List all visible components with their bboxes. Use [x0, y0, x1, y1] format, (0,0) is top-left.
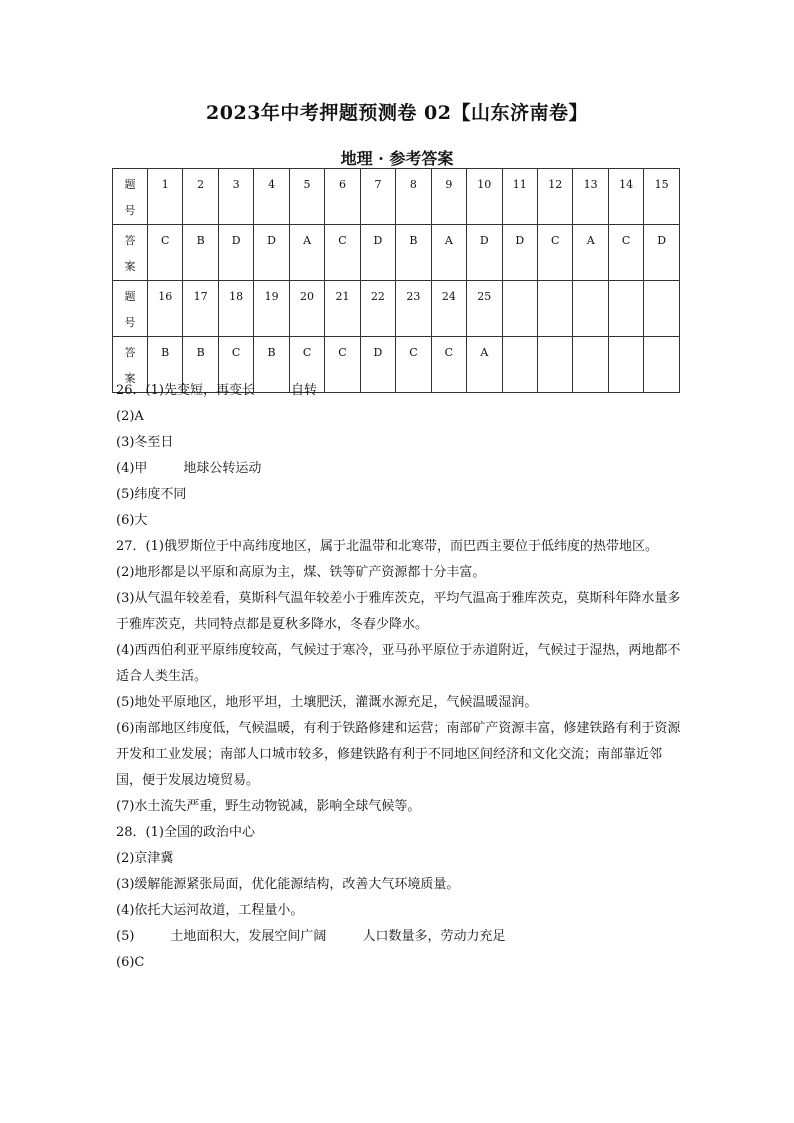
table-row [113, 225, 680, 281]
table-cell: 3 [218, 169, 253, 225]
table-cell: 24 [431, 281, 466, 337]
table-cell: C [289, 337, 324, 393]
table-cell: B [254, 337, 289, 393]
answer-line [116, 508, 686, 534]
row-label-char: 号 [124, 204, 136, 217]
answer-text: (6)南部地区纬度低，气候温暖，有利于铁路修建和运营；南部矿产资源丰富，修建铁路有利于资源开发和工业发展；南部人口城市较多，修建铁路有利于不同地区间经济和文化交流；南部靠近邻国，便于发展边境贸易。 [116, 721, 681, 788]
table-row [113, 169, 680, 225]
answer-text: (4)依托大运河故道，工程量小。 [116, 903, 304, 918]
table-cell: 6 [325, 169, 360, 225]
table-cell: 4 [254, 169, 289, 225]
table-cell: A [573, 225, 608, 281]
table-cell: 12 [537, 169, 572, 225]
table-cell: D [502, 225, 537, 281]
table-cell: 11 [502, 169, 537, 225]
table-cell [573, 281, 608, 337]
table-cell: C [148, 225, 183, 281]
answer-line [116, 794, 686, 820]
answer-text: 27．(1)俄罗斯位于中高纬度地区，属于北温带和北寒带，而巴西主要位于低纬度的热带地区。 [116, 539, 658, 554]
table-cell: 8 [396, 169, 431, 225]
answer-text: (2)A [116, 409, 144, 424]
table-cell: C [396, 337, 431, 393]
answer-text: (3)缓解能源紧张局面，优化能源结构，改善大气环境质量。 [116, 877, 460, 892]
answer-line [116, 820, 686, 846]
table-cell: 18 [218, 281, 253, 337]
table-cell: 16 [148, 281, 183, 337]
answer-text: 28．(1)全国的政治中心 [116, 825, 255, 840]
table-cell: 22 [360, 281, 395, 337]
table-cell: C [431, 337, 466, 393]
answer-text: (7)水土流失严重，野生动物锐减，影响全球气候等。 [116, 799, 421, 814]
table-cell: A [431, 225, 466, 281]
table-cell: B [183, 225, 218, 281]
answer-text: (5)地处平原地区，地形平坦，土壤肥沃，灌溉水源充足，气候温暖湿润。 [116, 695, 538, 710]
answer-text: 土地面积大，发展空间广阔 [170, 929, 327, 944]
answer-line [116, 560, 686, 586]
table-cell: 14 [608, 169, 643, 225]
answer-text: (3)冬至日 [116, 435, 174, 450]
table-cell: C [325, 225, 360, 281]
answer-line [116, 638, 686, 690]
answer-line [116, 716, 686, 794]
table-cell: 20 [289, 281, 324, 337]
table-cell [537, 281, 572, 337]
table-cell: D [644, 225, 680, 281]
table-cell [644, 281, 680, 337]
table-cell: B [183, 337, 218, 393]
row-label [113, 281, 148, 337]
answer-line [116, 950, 686, 976]
table-cell: 5 [289, 169, 324, 225]
row-label-char: 号 [124, 316, 136, 329]
table-cell: C [218, 337, 253, 393]
answer-line [116, 690, 686, 716]
table-cell: 21 [325, 281, 360, 337]
answer-line [116, 482, 686, 508]
table-row [113, 281, 680, 337]
answer-line [116, 404, 686, 430]
answer-text: 地球公转运动 [183, 461, 262, 476]
table-cell: 10 [467, 169, 502, 225]
table-cell: 17 [183, 281, 218, 337]
answer-text: (4)甲 [116, 461, 148, 476]
answer-text: (2)京津冀 [116, 851, 174, 866]
table-cell: C [608, 225, 643, 281]
table-cell: D [218, 225, 253, 281]
table-cell: 13 [573, 169, 608, 225]
answer-line [116, 586, 686, 638]
table-cell: D [467, 225, 502, 281]
answer-text: (2)地形都是以平原和高原为主，煤、铁等矿产资源都十分丰富。 [116, 565, 486, 580]
page-title: 2023年中考押题预测卷 02【山东济南卷】 [206, 102, 588, 124]
table-cell: A [289, 225, 324, 281]
row-label-char: 答 [124, 234, 136, 247]
table-cell [502, 281, 537, 337]
answer-line [116, 872, 686, 898]
answer-text: (5) [116, 929, 135, 944]
table-cell: B [396, 225, 431, 281]
row-label [113, 225, 148, 281]
table-cell: C [325, 337, 360, 393]
answer-line [116, 898, 686, 924]
answer-text: (3)从气温年较差看，莫斯科气温年较差小于雅库茨克，平均气温高于雅库茨克，莫斯科年降水量多于雅库茨克，共同特点都是夏秋多降水，冬春少降水。 [116, 591, 681, 632]
table-cell: D [254, 225, 289, 281]
row-label-char: 题 [124, 290, 136, 303]
table-cell: C [537, 225, 572, 281]
answer-line [116, 378, 686, 404]
table-cell: 9 [431, 169, 466, 225]
table-cell: 19 [254, 281, 289, 337]
table-cell: D [360, 337, 395, 393]
table-cell: 7 [360, 169, 395, 225]
row-label-char: 案 [124, 260, 136, 273]
answer-line [116, 924, 686, 950]
answer-line [116, 456, 686, 482]
table-cell: 15 [644, 169, 680, 225]
answer-line [116, 430, 686, 456]
answer-text: 人口数量多，劳动力充足 [362, 929, 506, 944]
answer-text: 自转 [290, 383, 317, 398]
answer-line [116, 846, 686, 872]
answer-list [116, 378, 686, 976]
row-label [113, 169, 148, 225]
table-cell: D [360, 225, 395, 281]
table-cell: 23 [396, 281, 431, 337]
answer-table [112, 168, 680, 393]
row-label-char: 题 [124, 178, 136, 191]
answer-text: 26．(1)先变短，再变长 [116, 383, 255, 398]
table-cell: 1 [148, 169, 183, 225]
answer-text: (4)西西伯利亚平原纬度较高，气候过于寒冷，亚马孙平原位于赤道附近，气候过于湿热，两地都不适合人类生活。 [116, 643, 681, 684]
answer-line [116, 534, 686, 560]
table-cell: 25 [467, 281, 502, 337]
table-cell: A [467, 337, 502, 393]
answer-text: (6)大 [116, 513, 148, 528]
table-cell [608, 281, 643, 337]
table-cell: 2 [183, 169, 218, 225]
answer-text: (6)C [116, 955, 145, 970]
document-subtitle: 地理 · 参考答案 [340, 149, 454, 168]
table-cell: B [148, 337, 183, 393]
row-label-char: 案 [124, 372, 136, 385]
answer-text: (5)纬度不同 [116, 487, 187, 502]
row-label-char: 答 [124, 346, 136, 359]
